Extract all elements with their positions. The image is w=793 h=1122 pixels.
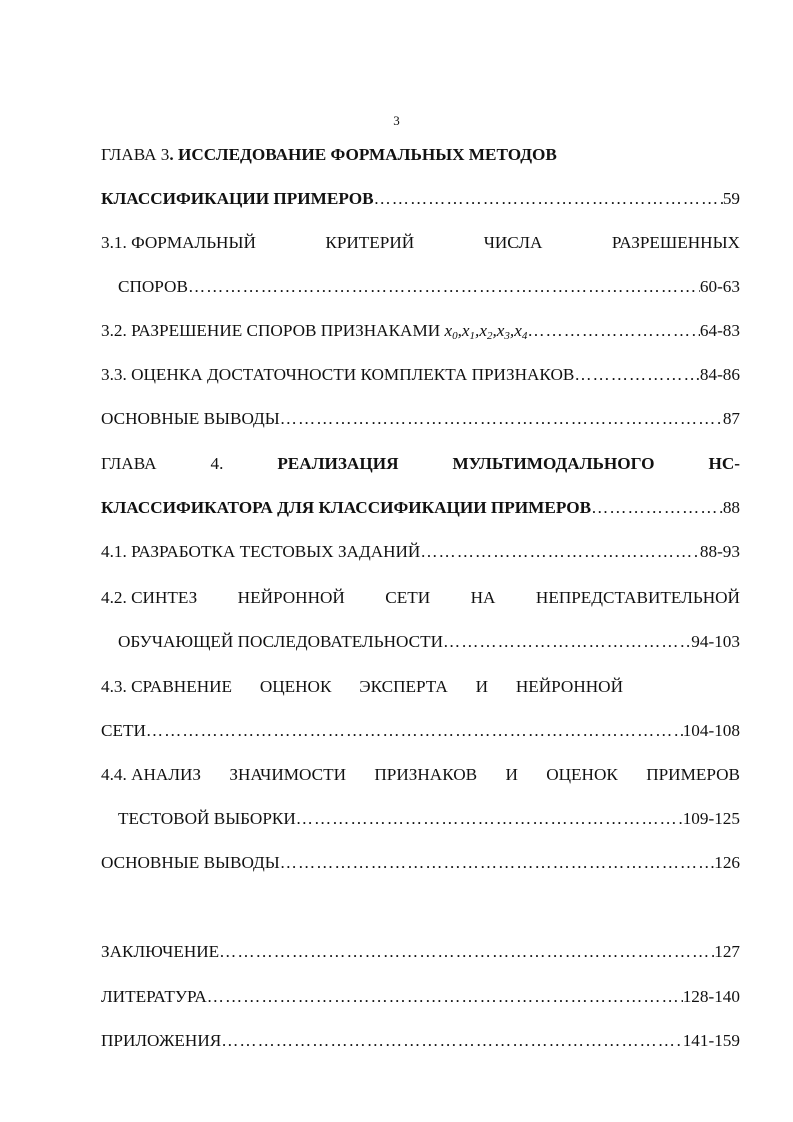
toc-section-3-3[interactable] (101, 363, 740, 387)
sep: , (457, 321, 462, 340)
toc-section-4-1[interactable] (101, 540, 740, 564)
toc-chapter3-heading-line2[interactable] (101, 187, 740, 211)
page-ref: 127 (714, 942, 740, 961)
dot-leader (374, 187, 723, 211)
toc-section-4-3-line1[interactable] (101, 675, 623, 699)
toc-word: НС- (708, 454, 740, 473)
toc-section-3-1-line2[interactable] (118, 275, 740, 299)
toc-chapter4-heading-line2[interactable] (101, 496, 740, 520)
toc-word: КРИТЕРИЙ (325, 233, 415, 252)
toc-text: 3.3. ОЦЕНКА ДОСТАТОЧНОСТИ КОМПЛЕКТА ПРИЗНАКОВ (101, 365, 575, 384)
chapter3-title: . ИССЛЕДОВАНИЕ ФОРМАЛЬНЫХ МЕТОДОВ (169, 145, 557, 164)
toc-text: ОСНОВНЫЕ ВЫВОДЫ (101, 409, 280, 428)
dot-leader (221, 1029, 682, 1053)
toc-appendices[interactable] (101, 1029, 740, 1053)
toc-section-4-4-line2[interactable] (118, 807, 740, 831)
page-number: 3 (393, 113, 400, 128)
page-ref: 60-63 (699, 277, 740, 296)
toc-word: 4.3. СРАВНЕНИЕ (101, 677, 233, 696)
var: x (461, 321, 470, 340)
toc-section-3-2[interactable] (101, 319, 740, 343)
page-ref: 126 (714, 853, 740, 872)
page-ref: 141-159 (682, 1031, 740, 1050)
toc-word: И (505, 765, 518, 784)
toc-text: ЗАКЛЮЧЕНИЕ (101, 942, 220, 961)
toc-conclusion[interactable] (101, 940, 740, 964)
math-variables (444, 321, 527, 340)
toc-word: 4.2. СИНТЕЗ (101, 588, 198, 607)
dot-leader (219, 940, 714, 964)
toc-word: ЭКСПЕРТА (359, 677, 448, 696)
toc-chapter3-heading-line1 (101, 143, 740, 167)
toc-word: СЕТИ (385, 588, 431, 607)
toc-text: ТЕСТОВОЙ ВЫБОРКИ (118, 809, 296, 828)
toc-references[interactable] (101, 985, 740, 1009)
var-sub: 3 (504, 330, 510, 342)
dot-leader (280, 407, 723, 431)
toc-text: СЕТИ (101, 721, 146, 740)
page-ref: 64-83 (699, 321, 740, 340)
sep: , (492, 321, 497, 340)
toc-word: НЕЙРОННОЙ (515, 677, 623, 696)
page-ref: 88-93 (699, 542, 740, 561)
toc-word: МУЛЬТИМОДАЛЬНОГО (452, 454, 655, 473)
var: x (496, 321, 505, 340)
toc-text (101, 319, 527, 343)
dot-leader (443, 630, 691, 654)
toc-section-4-3-line2[interactable] (101, 719, 740, 743)
var: x (479, 321, 487, 340)
page-ref: 87 (722, 409, 740, 428)
toc-chapter3-conclusions[interactable] (101, 407, 740, 431)
toc-word: РАЗРЕШЕННЫХ (611, 233, 740, 252)
toc-word: ГЛАВА (101, 454, 157, 473)
page-ref: 84-86 (699, 365, 740, 384)
toc-word: 4. (210, 454, 224, 473)
var-sub: 2 (486, 330, 493, 342)
page-ref: 128-140 (682, 987, 740, 1006)
toc-text: ЛИТЕРАТУРА (101, 987, 207, 1006)
dot-leader (420, 540, 700, 564)
toc-word: ОЦЕНОК (546, 765, 618, 784)
page-ref: 59 (722, 189, 740, 208)
toc-word: 3.1. ФОРМАЛЬНЫЙ (101, 233, 256, 252)
toc-text: ОСНОВНЫЕ ВЫВОДЫ (101, 853, 280, 872)
toc-word: ОЦЕНОК (259, 677, 332, 696)
page-ref: 88 (722, 498, 740, 517)
chapter3-title-cont: КЛАССИФИКАЦИИ ПРИМЕРОВ (101, 189, 374, 208)
toc-word: И (475, 677, 489, 696)
toc-word: НЕПРЕДСТАВИТЕЛЬНОЙ (535, 588, 740, 607)
dot-leader (591, 496, 723, 520)
toc-text: 4.1. РАЗРАБОТКА ТЕСТОВЫХ ЗАДАНИЙ (101, 542, 421, 561)
toc-word: ЗНАЧИМОСТИ (229, 765, 347, 784)
dot-leader (207, 985, 683, 1009)
chapter4-title-cont: КЛАССИФИКАТОРА ДЛЯ КЛАССИФИКАЦИИ ПРИМЕРОВ (101, 498, 592, 517)
page-ref: 94-103 (691, 632, 740, 651)
var: x (444, 321, 453, 340)
var: x (514, 321, 522, 340)
toc-word: ПРИЗНАКОВ (374, 765, 478, 784)
toc-text-main: 3.2. РАЗРЕШЕНИЕ СПОРОВ ПРИЗНАКАМИ (101, 321, 445, 340)
toc-text: ПРИЛОЖЕНИЯ (101, 1031, 222, 1050)
page-ref: 109-125 (682, 809, 740, 828)
toc-section-4-2-line2[interactable] (118, 630, 740, 654)
var-sub: 4 (521, 330, 528, 342)
toc-word: НА (470, 588, 496, 607)
toc-section-4-2-line1[interactable] (101, 586, 740, 610)
toc-word: 4.4. АНАЛИЗ (101, 765, 201, 784)
sep: , (509, 321, 515, 340)
dot-leader (280, 851, 714, 875)
chapter3-label: ГЛАВА 3 (101, 145, 170, 164)
dot-leader (527, 319, 700, 343)
sep: , (475, 321, 480, 340)
var-sub: 1 (469, 330, 476, 342)
dot-leader (296, 807, 683, 831)
toc-word: РЕАЛИЗАЦИЯ (277, 454, 399, 473)
toc-chapter4-heading-line1[interactable] (101, 452, 740, 476)
toc-word: НЕЙРОННОЙ (237, 588, 345, 607)
dot-leader (188, 275, 700, 299)
dot-leader (146, 719, 683, 743)
toc-text: СПОРОВ (118, 277, 188, 296)
var-sub: 0 (452, 330, 458, 342)
toc-text: ОБУЧАЮЩЕЙ ПОСЛЕДОВАТЕЛЬНОСТИ (118, 632, 443, 651)
page-ref: 104-108 (682, 721, 740, 740)
toc-chapter4-conclusions[interactable] (101, 851, 740, 875)
toc-word: ПРИМЕРОВ (646, 765, 740, 784)
toc-section-3-1-line1[interactable] (101, 231, 740, 255)
toc-section-4-4-line1[interactable] (101, 763, 740, 787)
toc-word: ЧИСЛА (483, 233, 543, 252)
dot-leader (574, 363, 700, 387)
